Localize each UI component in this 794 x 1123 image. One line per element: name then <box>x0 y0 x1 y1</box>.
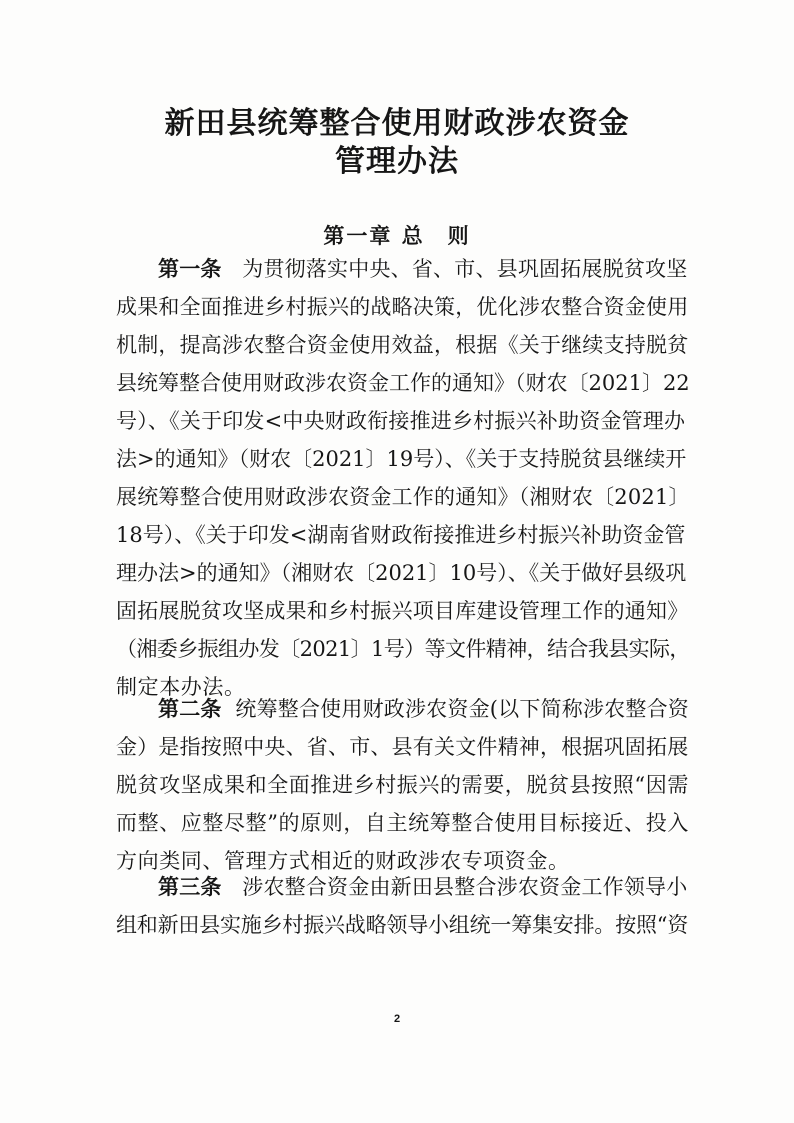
article1-line-3: 机制，提高涉农整合资金使用效益，根据《关于继续支持脱贫 <box>116 333 689 357</box>
article2-line-2: 金）是指按照中央、省、市、县有关文件精神，根据巩固拓展 <box>116 735 689 759</box>
document-title-line2: 管理办法 <box>335 144 459 179</box>
article1-line-2: 成果和全面推进乡村振兴的战略决策，优化涉农整合资金使用 <box>116 295 689 319</box>
article3-text: 涉农整合资金由新田县整合涉农资金工作领导小 <box>242 875 688 899</box>
article2-line-4: 而整、应整尽整”的原则，自主统筹整合使用目标接近、投入 <box>116 811 689 835</box>
article1-line-9: 理办法>的通知》（湘财农〔2021〕10号）、《关于做好县级巩 <box>116 561 687 585</box>
article2-line-3: 脱贫攻坚成果和全面推进乡村振兴的需要，脱贫县按照“因需 <box>116 773 689 797</box>
document-title-line1: 新田县统筹整合使用财政涉农资金 <box>164 106 630 141</box>
article1-line-11: （湘委乡振组办发〔2021〕1号）等文件精神，结合我县实际， <box>116 637 690 661</box>
article1-label: 第一条 <box>158 256 222 281</box>
article1-line-7: 展统筹整合使用财政涉农资金工作的通知》（湘财农〔2021〕 <box>116 485 690 509</box>
article1-line-1 <box>158 254 690 284</box>
article2-label: 第二条 <box>158 696 222 721</box>
page-number: 2 <box>393 1013 401 1025</box>
article2-line-5: 方向类同、管理方式相近的财政涉农专项资金。 <box>116 849 570 873</box>
chapter-heading: 第一章 总 则 <box>323 223 471 248</box>
article3-label: 第三条 <box>158 874 222 899</box>
article1-line-4: 县统筹整合使用财政涉农资金工作的通知》（财农〔2021〕22 <box>116 371 690 395</box>
article1-line-8: 18号）、《关于印发<湖南省财政衔接推进乡村振兴补助资金管 <box>116 523 686 547</box>
article1-text: 为贯彻落实中央、省、市、县巩固拓展脱贫攻坚 <box>242 257 688 281</box>
article1-line-5: 号）、《关于印发<中央财政衔接推进乡村振兴补助资金管理办 <box>116 409 686 433</box>
article3-line-1 <box>158 872 690 902</box>
article3-line-2: 组和新田县实施乡村振兴战略领导小组统一筹集安排。按照“资 <box>116 913 689 937</box>
article1-line-6: 法>的通知》（财农〔2021〕19号）、《关于支持脱贫县继续开 <box>116 447 687 471</box>
article1-line-12: 制定本办法。 <box>116 675 246 699</box>
article2-text: 统筹整合使用财政涉农资金(以下简称涉农整合资 <box>235 697 689 721</box>
article1-line-10: 固拓展脱贫攻坚成果和乡村振兴项目库建设管理工作的通知》 <box>116 599 689 623</box>
article2-line-1 <box>158 694 690 724</box>
